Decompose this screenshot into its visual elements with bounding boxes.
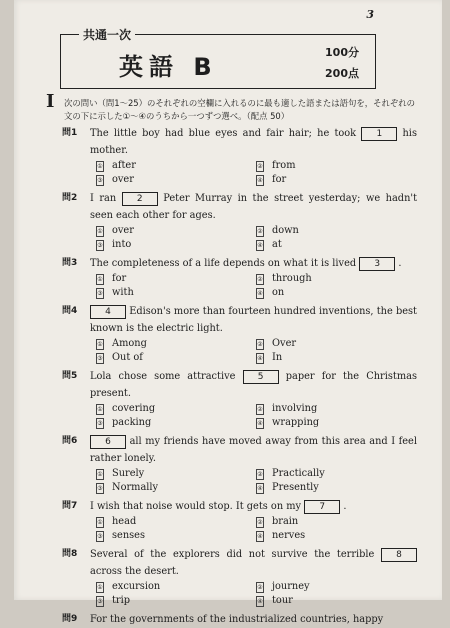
- choice-marker: ③: [97, 598, 103, 605]
- choice-item: [96, 337, 256, 351]
- choice-item: [256, 159, 406, 173]
- choice-item: [256, 515, 406, 529]
- choice-item: [256, 402, 406, 416]
- question-text-after: his mother.: [90, 128, 417, 156]
- question-text: [90, 546, 417, 580]
- choice-item: [256, 594, 406, 608]
- choice-text: tour: [272, 595, 293, 606]
- choice-marker: ③: [97, 485, 103, 492]
- subject-title: 英語 B: [119, 53, 218, 81]
- question-text-before: I wish that noise would stop. It gets on my: [90, 501, 302, 512]
- choice-list: [90, 272, 417, 300]
- choice-list: [90, 467, 417, 495]
- choice-text: at: [272, 239, 282, 250]
- choice-text: trip: [112, 595, 131, 606]
- choice-marker: ②: [257, 276, 263, 283]
- question-text: [90, 255, 417, 272]
- question: [62, 433, 417, 495]
- choice-text: for: [112, 273, 127, 284]
- question-label: 問8: [62, 549, 78, 559]
- question-text-after: paper for the Christmas present.: [90, 371, 417, 399]
- choice-item: [256, 351, 406, 365]
- question-text-after: Edison's more than fourteen hundred inventions, the best known is the electric light.: [90, 306, 417, 334]
- question-text-before: I ran: [90, 193, 117, 204]
- choice-marker: ①: [97, 471, 103, 478]
- choice-marker: ④: [257, 485, 263, 492]
- choice-text: with: [112, 287, 134, 298]
- question-label: 問4: [62, 306, 78, 316]
- question-label: 問3: [62, 258, 78, 268]
- choice-marker: ④: [257, 355, 263, 362]
- choice-item: [256, 224, 406, 238]
- question-text: [90, 433, 417, 467]
- choice-marker: ③: [97, 242, 103, 249]
- question-label: 問9: [62, 614, 78, 624]
- choice-item: [256, 238, 406, 252]
- choice-list: [90, 515, 417, 543]
- question-text-before: Lola chose some attractive: [90, 371, 236, 382]
- answer-blank: 7: [304, 500, 340, 514]
- question: [62, 546, 417, 608]
- question-text: [90, 125, 417, 159]
- question-text: [90, 303, 417, 337]
- answer-blank: 2: [122, 192, 158, 206]
- section-instructions: 次の問い（問1～25）のそれぞれの空欄に入れるのに最も適した語または語句を，それぞれの文の下に示した①～④のうちから一つずつ選べ。（配点 50）: [64, 98, 415, 121]
- question-section: [46, 91, 418, 628]
- choice-text: after: [112, 160, 136, 171]
- question: [62, 611, 417, 628]
- choice-marker: ②: [257, 163, 263, 170]
- choice-text: from: [272, 160, 296, 171]
- choice-text: into: [112, 239, 132, 250]
- choice-text: through: [272, 273, 312, 284]
- choice-marker: ④: [257, 290, 263, 297]
- choice-marker: ④: [257, 177, 263, 184]
- question-label: 問5: [62, 371, 78, 381]
- question-label: 問6: [62, 436, 78, 446]
- answer-blank: 3: [359, 257, 395, 271]
- choice-text: packing: [112, 417, 152, 428]
- choice-marker: ②: [257, 519, 263, 526]
- answer-blank: 6: [90, 435, 126, 449]
- choice-item: [96, 481, 256, 495]
- exam-page: [14, 0, 442, 625]
- choice-marker: ①: [97, 406, 103, 413]
- choice-list: [90, 580, 417, 608]
- question-label: 問7: [62, 501, 78, 511]
- choice-marker: ①: [97, 584, 103, 591]
- choice-marker: ②: [257, 584, 263, 591]
- choice-marker: ③: [97, 290, 103, 297]
- question: [62, 368, 417, 430]
- exam-name: 共通一次: [79, 26, 135, 43]
- choice-item: [96, 238, 256, 252]
- choice-text: down: [272, 225, 299, 236]
- choice-item: [96, 224, 256, 238]
- choice-marker: ①: [97, 228, 103, 235]
- choice-text: Presently: [272, 482, 319, 493]
- choice-text: on: [272, 287, 285, 298]
- choice-marker: ②: [257, 471, 263, 478]
- choice-item: [96, 402, 256, 416]
- choice-item: [256, 580, 406, 594]
- choice-text: nerves: [272, 530, 306, 541]
- choice-marker: ①: [97, 519, 103, 526]
- choice-item: [96, 580, 256, 594]
- question-text-after: Peter Murray in the street yesterday; we hadn't seen each other for ages.: [90, 193, 418, 221]
- choice-item: [256, 481, 406, 495]
- exam-header: [60, 28, 376, 89]
- choice-item: [96, 594, 256, 608]
- choice-item: [96, 515, 256, 529]
- section-number: I: [46, 91, 55, 112]
- choice-list: [90, 224, 417, 252]
- question-text-after: .: [398, 258, 402, 269]
- choice-item: [256, 286, 406, 300]
- choice-marker: ①: [97, 276, 103, 283]
- choice-marker: ④: [257, 242, 263, 249]
- choice-marker: ③: [97, 177, 103, 184]
- question-text-before: For the governments of the industrialized countries, happy: [90, 614, 384, 625]
- choice-text: Among: [112, 338, 147, 349]
- choice-item: [96, 286, 256, 300]
- question-text-before: Several of the explorers did not survive the terrible: [90, 549, 375, 560]
- question: [62, 255, 417, 300]
- total-points: 200点: [325, 67, 359, 80]
- choice-text: for: [272, 174, 287, 185]
- choice-item: [96, 173, 256, 187]
- question-label: 問2: [62, 193, 78, 203]
- choice-item: [96, 467, 256, 481]
- choice-text: brain: [272, 516, 299, 527]
- answer-blank: 5: [243, 370, 279, 384]
- choice-marker: ④: [257, 598, 263, 605]
- choice-text: wrapping: [272, 417, 320, 428]
- choice-item: [96, 159, 256, 173]
- question-label: 問1: [62, 128, 78, 138]
- choice-marker: ③: [97, 533, 103, 540]
- choice-text: Practically: [272, 468, 325, 479]
- question-text-after: all my friends have moved away from this area and I feel rather lonely.: [90, 436, 417, 464]
- question: [62, 303, 417, 365]
- answer-blank: 8: [381, 548, 417, 562]
- choice-text: covering: [112, 403, 156, 414]
- page-number: 3: [366, 8, 374, 21]
- choice-marker: ②: [257, 228, 263, 235]
- choice-item: [256, 467, 406, 481]
- question: [62, 498, 417, 543]
- answer-blank: 1: [361, 127, 397, 141]
- choice-list: [90, 159, 417, 187]
- choice-text: In: [272, 352, 283, 363]
- time-limit: 100分: [325, 46, 359, 59]
- question-list: [62, 125, 417, 628]
- choice-marker: ③: [97, 420, 103, 427]
- choice-item: [96, 416, 256, 430]
- choice-text: over: [112, 174, 134, 185]
- choice-text: Over: [272, 338, 297, 349]
- choice-item: [256, 173, 406, 187]
- question-text: [90, 498, 417, 515]
- choice-item: [96, 272, 256, 286]
- answer-blank: 4: [90, 305, 126, 319]
- choice-text: involving: [272, 403, 318, 414]
- choice-text: Out of: [112, 352, 143, 363]
- choice-list: [90, 337, 417, 365]
- choice-item: [256, 416, 406, 430]
- choice-marker: ①: [97, 163, 103, 170]
- choice-text: journey: [272, 581, 310, 592]
- question-text-before: The completeness of a life depends on what it is lived: [90, 258, 357, 269]
- question-text-before: The little boy had blue eyes and fair hair; he took: [90, 128, 357, 139]
- choice-marker: ④: [257, 533, 263, 540]
- question-text: [90, 611, 417, 628]
- choice-list: [90, 402, 417, 430]
- question-text: [90, 190, 417, 224]
- question-text: [90, 368, 417, 402]
- choice-marker: ①: [97, 341, 103, 348]
- choice-text: senses: [112, 530, 145, 541]
- choice-marker: ②: [257, 406, 263, 413]
- choice-item: [96, 351, 256, 365]
- choice-marker: ④: [257, 420, 263, 427]
- choice-marker: ③: [97, 355, 103, 362]
- choice-item: [256, 529, 406, 543]
- choice-item: [256, 337, 406, 351]
- question-text-after: across the desert.: [90, 566, 179, 577]
- question: [62, 125, 417, 187]
- question-text-after: .: [343, 501, 347, 512]
- choice-text: excursion: [112, 581, 161, 592]
- choice-marker: ②: [257, 341, 263, 348]
- choice-item: [256, 272, 406, 286]
- choice-text: head: [112, 516, 137, 527]
- question: [62, 190, 417, 252]
- choice-item: [96, 529, 256, 543]
- choice-text: Surely: [112, 468, 145, 479]
- choice-text: Normally: [112, 482, 159, 493]
- choice-text: over: [112, 225, 134, 236]
